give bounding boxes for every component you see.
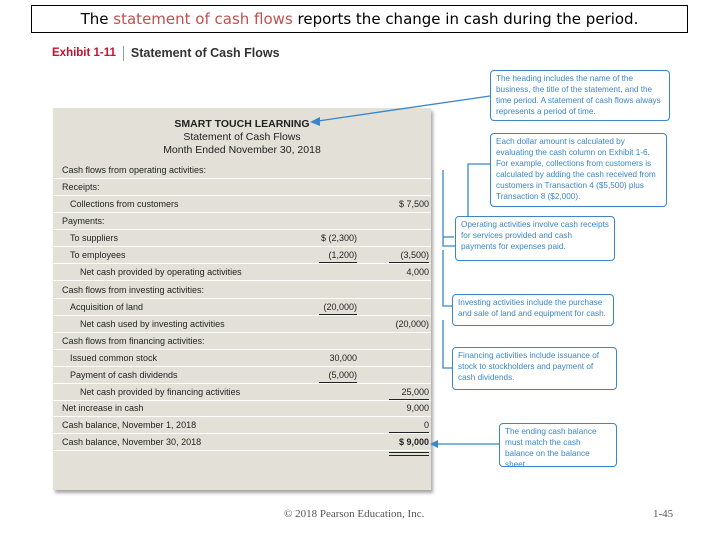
row-label: Issued common stock [70,353,158,363]
row-amount-detail: $ (2,300) [320,233,357,243]
row-label: Receipts: [62,182,100,192]
row-label: Collections from customers [70,199,179,209]
slide-title-highlight: statement of cash flows [113,10,293,28]
row-label: Payment of cash dividends [70,370,178,380]
row-label: Payments: [62,216,105,226]
row-amount-detail: 30,000 [329,353,357,363]
row-amount-total: (3,500) [400,250,429,260]
slide-title-prefix: The [80,10,114,28]
row-amount-total: $ 9,000 [398,437,429,447]
row-label: Cash flows from investing activities: [62,285,205,295]
row-amount-total: 4,000 [406,267,429,277]
row-amount-total: (20,000) [395,319,429,329]
row-label: Acquisition of land [70,302,144,312]
row-label: Cash balance, November 30, 2018 [62,437,202,447]
row-amount-total: 25,000 [401,387,429,397]
row-label: Net cash provided by operating activities [80,267,242,277]
row-label: Cash flows from operating activities: [62,165,207,175]
note-investing: Investing activities include the purchase and sale of land and equipment for cash. [452,294,614,326]
note-ending-balance: The ending cash balance must match the cash balance on the balance sheet. [499,423,617,467]
row-amount-detail: (20,000) [323,302,357,312]
row-amount-total: 9,000 [406,403,429,413]
note-operating: Operating activities involve cash receipts for services provided and cash payments for expenses paid. [455,216,615,261]
row-label: Net cash provided by financing activities [80,387,241,397]
row-label: Cash flows from financing activities: [62,336,205,346]
row-label: To suppliers [70,233,119,243]
note-dollar-amount: Each dollar amount is calculated by evaluating the cash column on Exhibit 1-6. For example, collections from customers is calculated by adding the cash received from customers in Transaction 4 ($5,500) plus Transaction 8 ($2,000). [490,133,667,207]
company-name: SMART TOUCH LEARNING [174,118,310,130]
slide-title-suffix: reports the change in cash during the period. [292,10,639,28]
page-number: 1-45 [653,508,674,520]
statement-period: Month Ended November 30, 2018 [163,144,321,156]
copyright: © 2018 Pearson Education, Inc. [284,508,425,520]
row-amount-detail: (5,000) [328,370,357,380]
row-label: To employees [70,250,126,260]
statement-title: Statement of Cash Flows [183,131,301,143]
row-label: Cash balance, November 1, 2018 [62,420,197,430]
row-label: Net increase in cash [62,403,144,413]
row-amount-total: $ 7,500 [398,199,429,209]
row-label: Net cash used by investing activities [80,319,225,329]
note-heading: The heading includes the name of the business, the title of the statement, and the time period. A statement of cash flows always represents a period of time. [490,70,670,121]
row-amount-total: 0 [423,420,429,430]
exhibit-number: Exhibit 1-11 [52,47,116,59]
row-amount-detail: (1,200) [328,250,357,260]
exhibit-name: Statement of Cash Flows [130,46,280,60]
note-financing: Financing activities include issuance of stock to stockholders and payment of cash dividends. [452,347,617,390]
